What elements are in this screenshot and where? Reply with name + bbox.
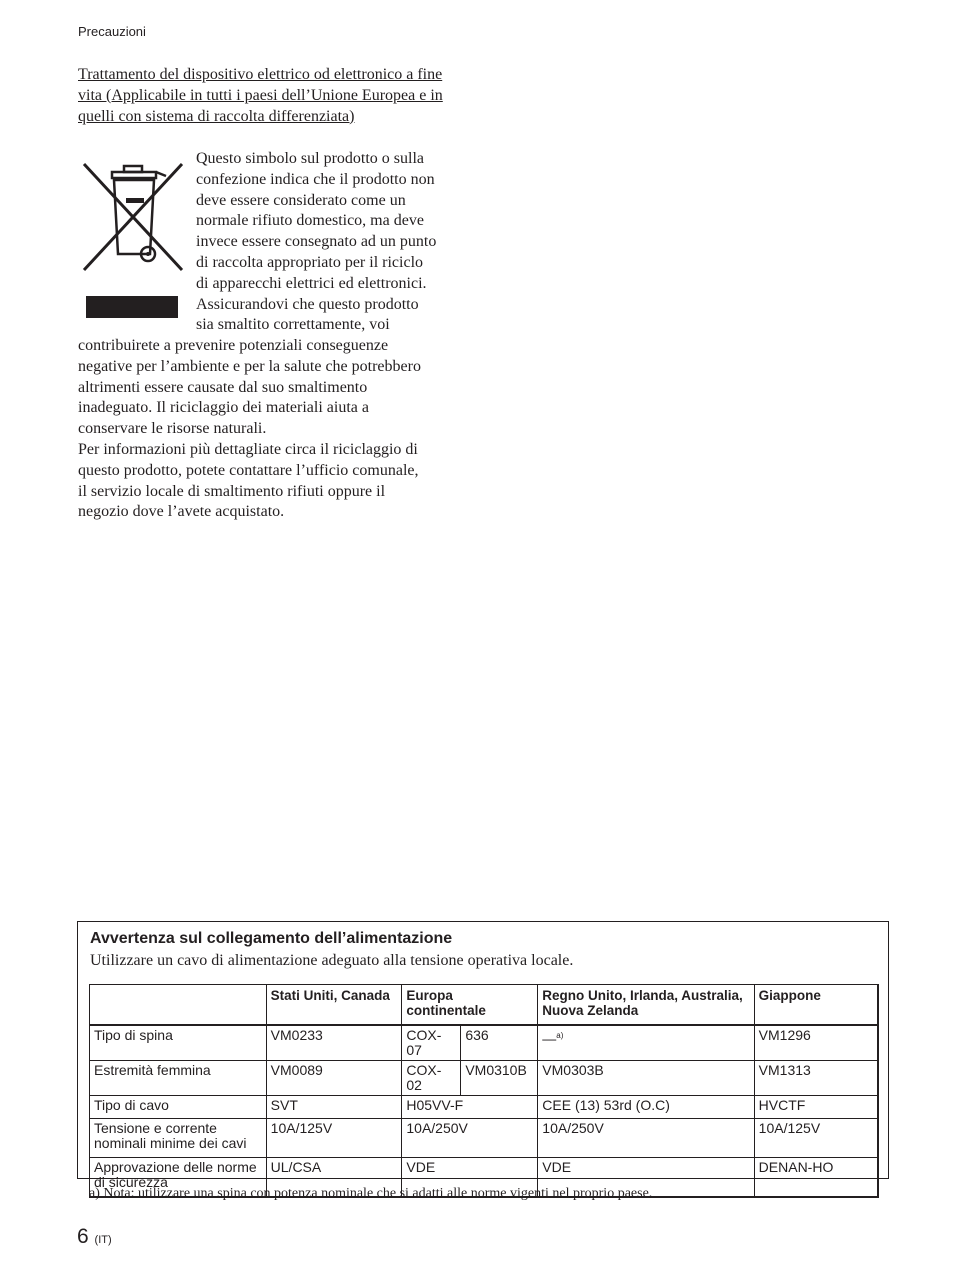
table-cell: VM0310B <box>461 1061 538 1096</box>
table-cell: COX-07 <box>402 1025 461 1061</box>
table-cell: CEE (13) 53rd (O.C) <box>538 1096 754 1119</box>
row-label: Estremità femmina <box>90 1061 267 1096</box>
power-cord-table <box>89 984 879 1198</box>
row-label: Tipo di spina <box>90 1025 267 1061</box>
table-cell: VDE <box>402 1158 538 1198</box>
table-cell: H05VV-F <box>402 1096 538 1119</box>
table-header-europe: Europa continentale <box>402 985 538 1026</box>
row-label: Approvazione delle norme di sicurezza <box>90 1158 267 1198</box>
table-cell: VM1313 <box>754 1061 878 1096</box>
table-cell: 10A/125V <box>754 1119 878 1158</box>
weee-description-continued: contribuirete a prevenire potenziali conseguenze negative per l’ambiente e per la salute che potrebbero altrimenti essere causate dal suo smaltimento inadeguato. Il riciclaggio dei materiali aiuta a conservare le risorse naturali. Per informazioni più dettagliate circa il riciclaggio di questo prodotto, potete contattare l’ufficio comunale, il servizio locale di smaltimento rifiuti oppure il negozio dove l’avete acquistato. <box>78 337 421 521</box>
power-warning-box <box>77 921 889 1190</box>
weee-description: Questo simbolo sul prodotto o sulla confezione indica che il prodotto non deve essere considerato come un normale rifiuto domestico, ma deve invece essere consegnato ad un punto di raccolta appropriato per il riciclo di apparecchi elettrici ed elettronici. Assicurandovi che questo prodotto sia smaltito correttamente, voi <box>196 150 437 334</box>
table-cell: VM1296 <box>754 1025 878 1061</box>
power-warning-title: Avvertenza sul collegamento dell’alimentazione <box>90 930 453 947</box>
table-cell: UL/CSA <box>266 1158 402 1198</box>
table-cell: VM0089 <box>266 1061 402 1096</box>
row-label: Tensione e corrente nominali minime dei cavi <box>90 1119 267 1158</box>
table-cell <box>538 1025 754 1061</box>
running-header: Precauzioni <box>78 24 146 39</box>
table-row <box>90 1061 879 1096</box>
table-cell: VM0233 <box>266 1025 402 1061</box>
page-number <box>77 1225 112 1249</box>
table-cell: 10A/250V <box>538 1119 754 1158</box>
table-header-japan: Giappone <box>754 985 878 1026</box>
crossed-out-wheelie-bin-icon <box>78 158 188 320</box>
table-header-us-canada: Stati Uniti, Canada <box>266 985 402 1026</box>
footnote-marker: a) <box>556 1031 564 1040</box>
table-cell: VM0303B <box>538 1061 754 1096</box>
page-number-value: 6 <box>77 1225 89 1248</box>
table-cell: DENAN-HO <box>754 1158 878 1198</box>
dash-value: — <box>542 1030 557 1047</box>
table-cell: 636 <box>461 1025 538 1061</box>
row-label: Tipo di cavo <box>90 1096 267 1119</box>
power-warning-subtitle: Utilizzare un cavo di alimentazione adeguato alla tensione operativa locale. <box>90 952 574 969</box>
disposal-title: Trattamento del dispositivo elettrico od elettronico a fine vita (Applicabile in tutti i paesi dell’Unione Europea e in quelli con sistema di raccolta differenziata) <box>78 66 443 125</box>
table-cell: 10A/250V <box>402 1119 538 1158</box>
table-cell: SVT <box>266 1096 402 1119</box>
table-cell: 10A/125V <box>266 1119 402 1158</box>
table-header-uk: Regno Unito, Irlanda, Australia, Nuova Zelanda <box>538 985 754 1026</box>
table-cell: HVCTF <box>754 1096 878 1119</box>
table-header-row <box>90 985 879 1026</box>
table-row <box>90 1119 879 1158</box>
table-cell: COX-02 <box>402 1061 461 1096</box>
table-row <box>90 1025 879 1061</box>
language-code: (IT) <box>94 1234 112 1246</box>
table-cell: VDE <box>538 1158 754 1198</box>
table-row <box>90 1096 879 1119</box>
footnote: a) Nota: utilizzare una spina con potenza nominale che si adatti alle norme vigenti nel proprio paese. <box>89 1186 653 1201</box>
table-header-empty <box>90 985 267 1026</box>
